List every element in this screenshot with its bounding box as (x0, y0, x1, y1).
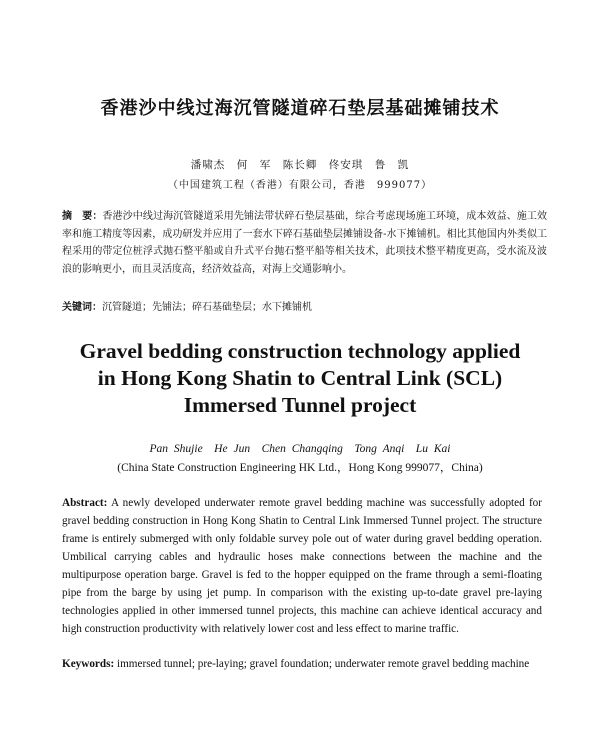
english-title-line: in Hong Kong Shatin to Central Link (SCL) (97, 366, 503, 390)
english-title (0, 338, 600, 419)
chinese-keywords-text: 沉管隧道；先铺法；碎石基础垫层；水下摊铺机 (102, 302, 312, 313)
english-abstract-label: Abstract: (62, 497, 108, 509)
chinese-abstract-label: 摘 要： (62, 211, 103, 222)
english-keywords-label: Keywords: (62, 658, 115, 670)
chinese-title: 香港沙中线过海沉管隧道碎石垫层基础摊铺技术 (100, 98, 500, 119)
chinese-affiliation: （中国建筑工程（香港）有限公司，香港 999077） (167, 180, 433, 191)
english-affiliation: (China State Construction Engineering HK Ltd.，Hong Kong 999077，China) (117, 462, 483, 474)
english-abstract (62, 494, 542, 638)
english-keywords-text: immersed tunnel; pre-laying; gravel foundation; underwater remote gravel bedding machine (114, 658, 530, 670)
english-abstract-text: A newly developed underwater remote gravel bedding machine was successfully adopted for gravel bedding construction in Hong Kong Shatin to Central Link Immersed Tunnel project. The structure frame is entirely submerged with only foldable survey pole out of water during gravel bedding operation. Umbilical carrying cables and hydraulic hoses make connections between the machine and the multipurpose operation barge. Gravel is fed to the hopper equipped on the frame through a semi-floating pipe from the barge by using jet pump. In comparison with the existing up-to-date gravel pre-laying technologies applied in other immersed tunnel projects, this machine can achieve identical accuracy and high construction productivity with relatively lower cost and less effect to marine traffic. (62, 497, 542, 635)
chinese-keywords-label: 关键词： (62, 302, 102, 313)
chinese-keywords (62, 299, 547, 316)
chinese-abstract (62, 208, 547, 278)
english-title-line: Gravel bedding construction technology applied (79, 339, 521, 363)
chinese-abstract-text: 香港沙中线过海沉管隧道采用先铺法带状碎石垫层基础，综合考虑现场施工环境，成本效益、施工效率和施工精度等因素，成功研发并应用了一套水下碎石基础垫层摊铺设备-水下摊铺机。相比其他国内外类似工程采用的带定位桩浮式抛石整平船或自升式平台抛石整平船等相关技术，此项技术整平精度更高，受水流及波浪的影响更小，而且灵活度高，经济效益高，对海上交通影响小。 (62, 211, 548, 275)
english-keywords (62, 655, 542, 673)
english-authors: Pan Shujie He Jun Chen Changqing Tong Anqi Lu Kai (149, 443, 451, 455)
english-title-line: Immersed Tunnel project (183, 393, 417, 417)
chinese-authors: 潘啸杰 何 军 陈长卿 佟安琪 鲁 凯 (190, 159, 410, 171)
